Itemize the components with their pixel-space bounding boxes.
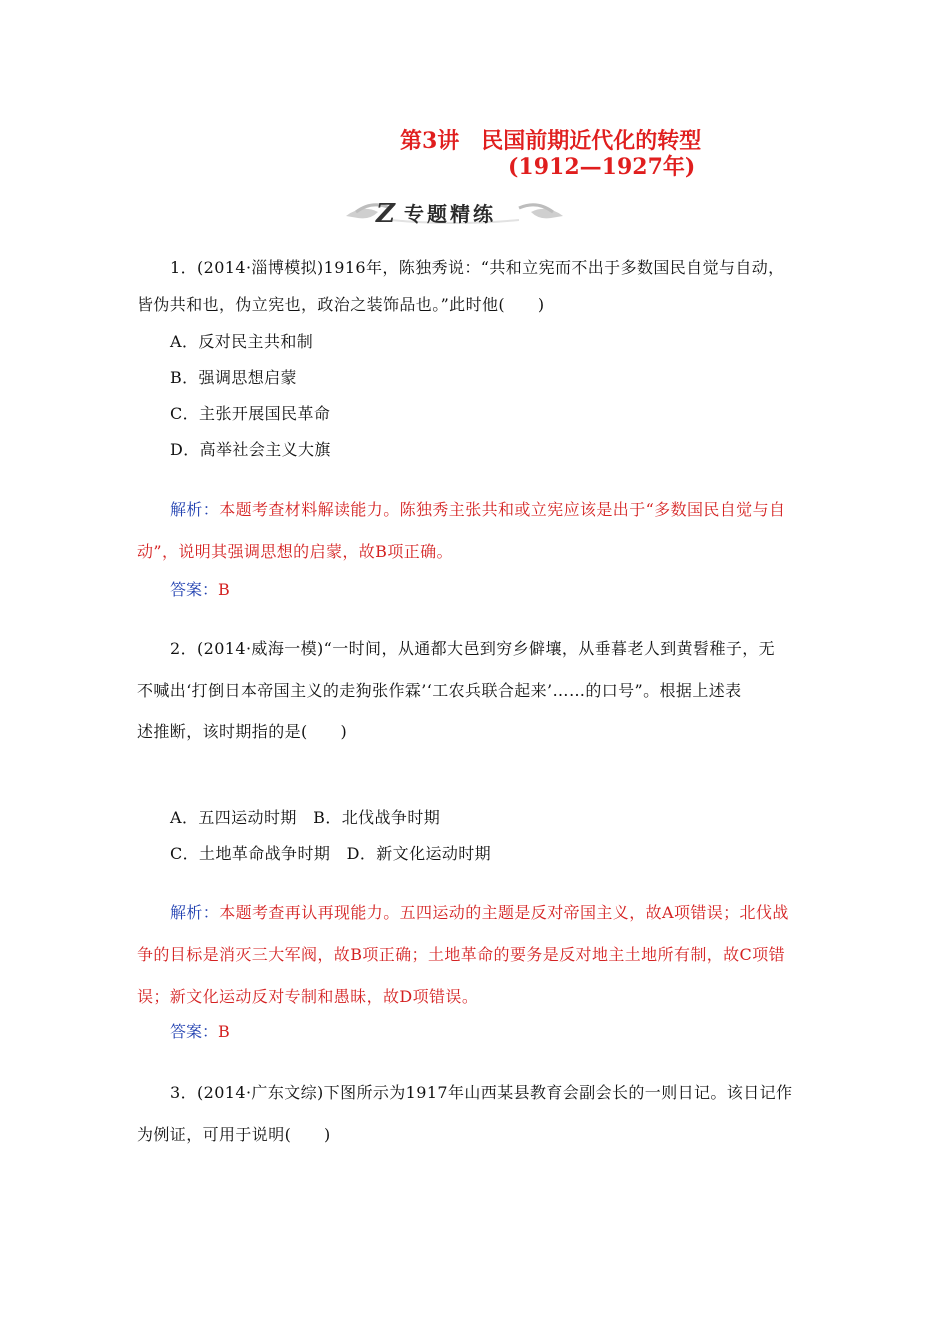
q2-stem-line2: 不喊出‘打倒日本帝国主义的走狗张作霖’‘工农兵联合起来’……的口号”。根据上述表 — [137, 681, 742, 700]
q1-stem-line1: 1．(2014·淄博模拟)1916年，陈独秀说：“共和立宪而不出于多数国民自觉与自动， — [170, 258, 785, 277]
q1-answer-value: B — [218, 580, 230, 599]
q2-explanation-text1: 本题考查再认再现能力。五四运动的主题是反对帝国主义，故A项错误；北伐战 — [219, 903, 789, 922]
q2-stem-line1: 2．(2014·威海一模)“一时间，从通都大邑到穷乡僻壤，从垂暮老人到黄髫稚子，无 — [170, 639, 776, 658]
q2-explanation-line3: 误；新文化运动反对专制和愚昧，故D项错误。 — [137, 987, 479, 1006]
page-subtitle: (1912—1927年) — [508, 154, 696, 180]
q1-explanation-text1: 本题考查材料解读能力。陈独秀主张共和或立宪应该是出于“多数国民自觉与自 — [219, 500, 786, 519]
q1-answer-label: 答案： — [170, 580, 219, 599]
q2-answer — [170, 1019, 230, 1042]
q1-explanation-label: 解析： — [170, 500, 220, 519]
q2-explanation-line2: 争的目标是消灭三大军阀，故B项正确；土地革命的要务是反对地主土地所有制，故C项错 — [137, 945, 786, 964]
q1-option-c: C．主张开展国民革命 — [170, 404, 331, 423]
q3-stem-line2: 为例证，可用于说明( ) — [137, 1125, 331, 1144]
q3-stem-line1: 3．(2014·广东文综)下图所示为1917年山西某县教育会副会长的一则日记。该日记作 — [170, 1083, 793, 1102]
q2-stem-line3: 述推断，该时期指的是( ) — [137, 722, 348, 741]
banner-letter: Z — [376, 199, 395, 229]
q2-explanation-label: 解析： — [170, 903, 220, 922]
q2-answer-label: 答案： — [170, 1022, 219, 1041]
q2-options-row2: C．土地革命战争时期 D．新文化运动时期 — [170, 844, 492, 863]
section-banner — [342, 190, 567, 234]
page-title: 第3讲 民国前期近代化的转型 — [400, 128, 702, 154]
banner-text: 专题精练 — [404, 202, 496, 226]
q2-answer-value: B — [218, 1022, 230, 1041]
q2-options-row1: A．五四运动时期 B．北伐战争时期 — [170, 808, 441, 827]
q1-option-d: D．高举社会主义大旗 — [170, 440, 331, 459]
q1-explanation-line1 — [170, 497, 785, 520]
q1-stem-line2: 皆伪共和也，伪立宪也，政治之装饰品也。”此时他( ) — [137, 295, 545, 314]
q2-explanation-line1 — [170, 900, 789, 923]
q1-option-b: B．强调思想启蒙 — [170, 368, 297, 387]
q1-explanation-line2: 动”，说明其强调思想的启蒙，故B项正确。 — [137, 542, 453, 561]
q1-answer — [170, 577, 230, 600]
q1-option-a: A．反对民主共和制 — [170, 332, 314, 351]
